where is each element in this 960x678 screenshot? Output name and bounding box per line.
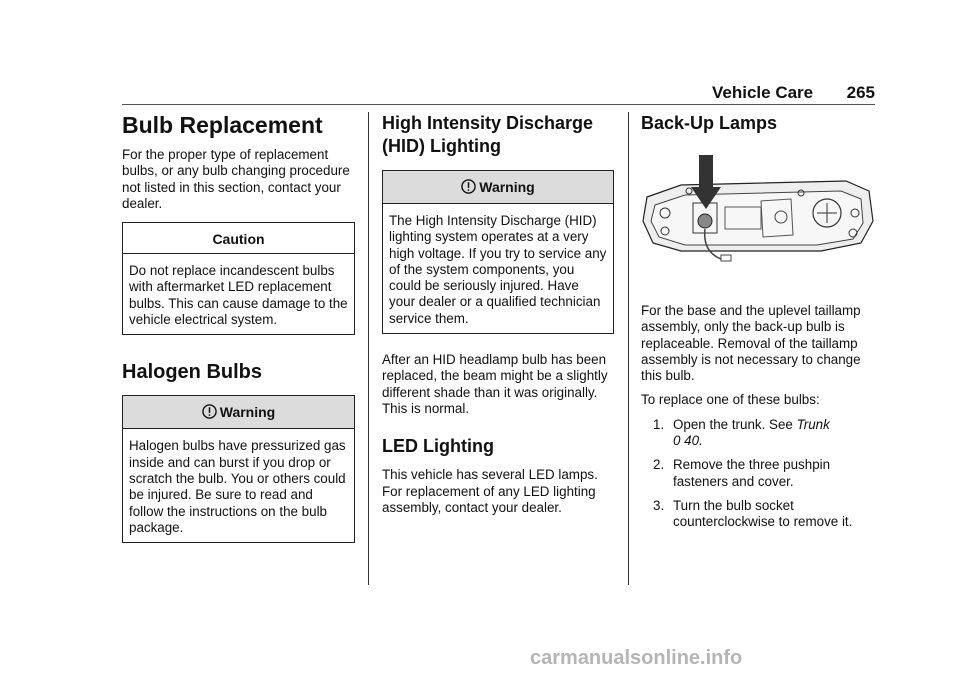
caution-title: Caution — [123, 223, 354, 254]
page-number: 265 — [846, 83, 875, 102]
section-title: Vehicle Care — [712, 83, 814, 102]
step-number: 3. — [653, 497, 665, 513]
steps-intro: To replace one of these bulbs: — [641, 392, 820, 408]
caution-text: Do not replace incandescent bulbs with aftermarket LED replacement bulbs. This can cause damage to the vehicle electrical system. — [129, 263, 348, 328]
step-text: Remove the three pushpin fasteners and cover. — [673, 457, 831, 489]
step-text: Open the trunk. See — [673, 416, 797, 432]
list-item — [641, 498, 876, 531]
column-1 — [122, 112, 355, 543]
warning-text: Halogen bulbs have pressurized gas inside and can burst if you drop or scratch the bulb. You or others could be injured. Be sure to read and follow the instructions on the bulb package. — [129, 438, 346, 535]
column-divider — [368, 112, 369, 585]
warning-title: Warning — [219, 404, 276, 421]
page-reference[interactable]: 0 40. — [673, 433, 703, 449]
warning-title-row — [383, 171, 613, 204]
step-text: Turn the bulb socket counterclockwise to remove it. — [673, 497, 853, 530]
watermark: carmanualsonline.info — [530, 647, 743, 669]
caution-box — [122, 222, 355, 335]
taillamp-figure — [641, 151, 876, 281]
warning-box — [122, 395, 355, 543]
list-item — [641, 417, 876, 450]
heading-led-lighting: LED Lighting — [382, 436, 494, 457]
list-item — [641, 457, 876, 490]
after-replacement-paragraph: After an HID headlamp bulb has been replaced, the beam might be a slightly different shade than it was originally. This is normal. — [382, 352, 608, 416]
warning-text: The High Intensity Discharge (HID) lighting system operates at a very high voltage. If you try to service any of the system components, you could be seriously injured. Have your dealer or a qualified technician service them. — [389, 213, 607, 326]
trunk-link[interactable]: Trunk — [796, 416, 830, 432]
step-number: 1. — [653, 416, 665, 432]
column-2 — [382, 112, 614, 524]
warning-title: Warning — [479, 179, 535, 195]
warning-icon — [461, 179, 476, 197]
heading-back-up-lamps: Back-Up Lamps — [641, 113, 778, 133]
led-paragraph: This vehicle has several LED lamps. For replacement of any LED lighting assembly, contact your dealer. — [382, 467, 598, 515]
step-number: 2. — [653, 457, 665, 473]
back-up-intro-paragraph: For the base and the uplevel taillamp assembly, only the back-up bulb is replaceable. Removal of the taillamp assembly is not necessary to change this bulb. — [641, 303, 861, 384]
heading-halogen-bulbs: Halogen Bulbs — [122, 361, 263, 384]
warning-title-row — [123, 396, 354, 429]
intro-paragraph: For the proper type of replacement bulbs, or any bulb changing procedure not listed in this section, contact your dealer. — [122, 147, 350, 211]
page-header — [122, 80, 875, 105]
warning-box — [382, 170, 614, 334]
heading-hid-lighting: High Intensity Discharge (HID) Lighting — [382, 113, 594, 156]
warning-icon — [202, 404, 217, 422]
steps-list — [641, 417, 876, 531]
column-divider — [628, 112, 629, 585]
column-3 — [641, 112, 876, 539]
heading-bulb-replacement: Bulb Replacement — [122, 112, 323, 138]
